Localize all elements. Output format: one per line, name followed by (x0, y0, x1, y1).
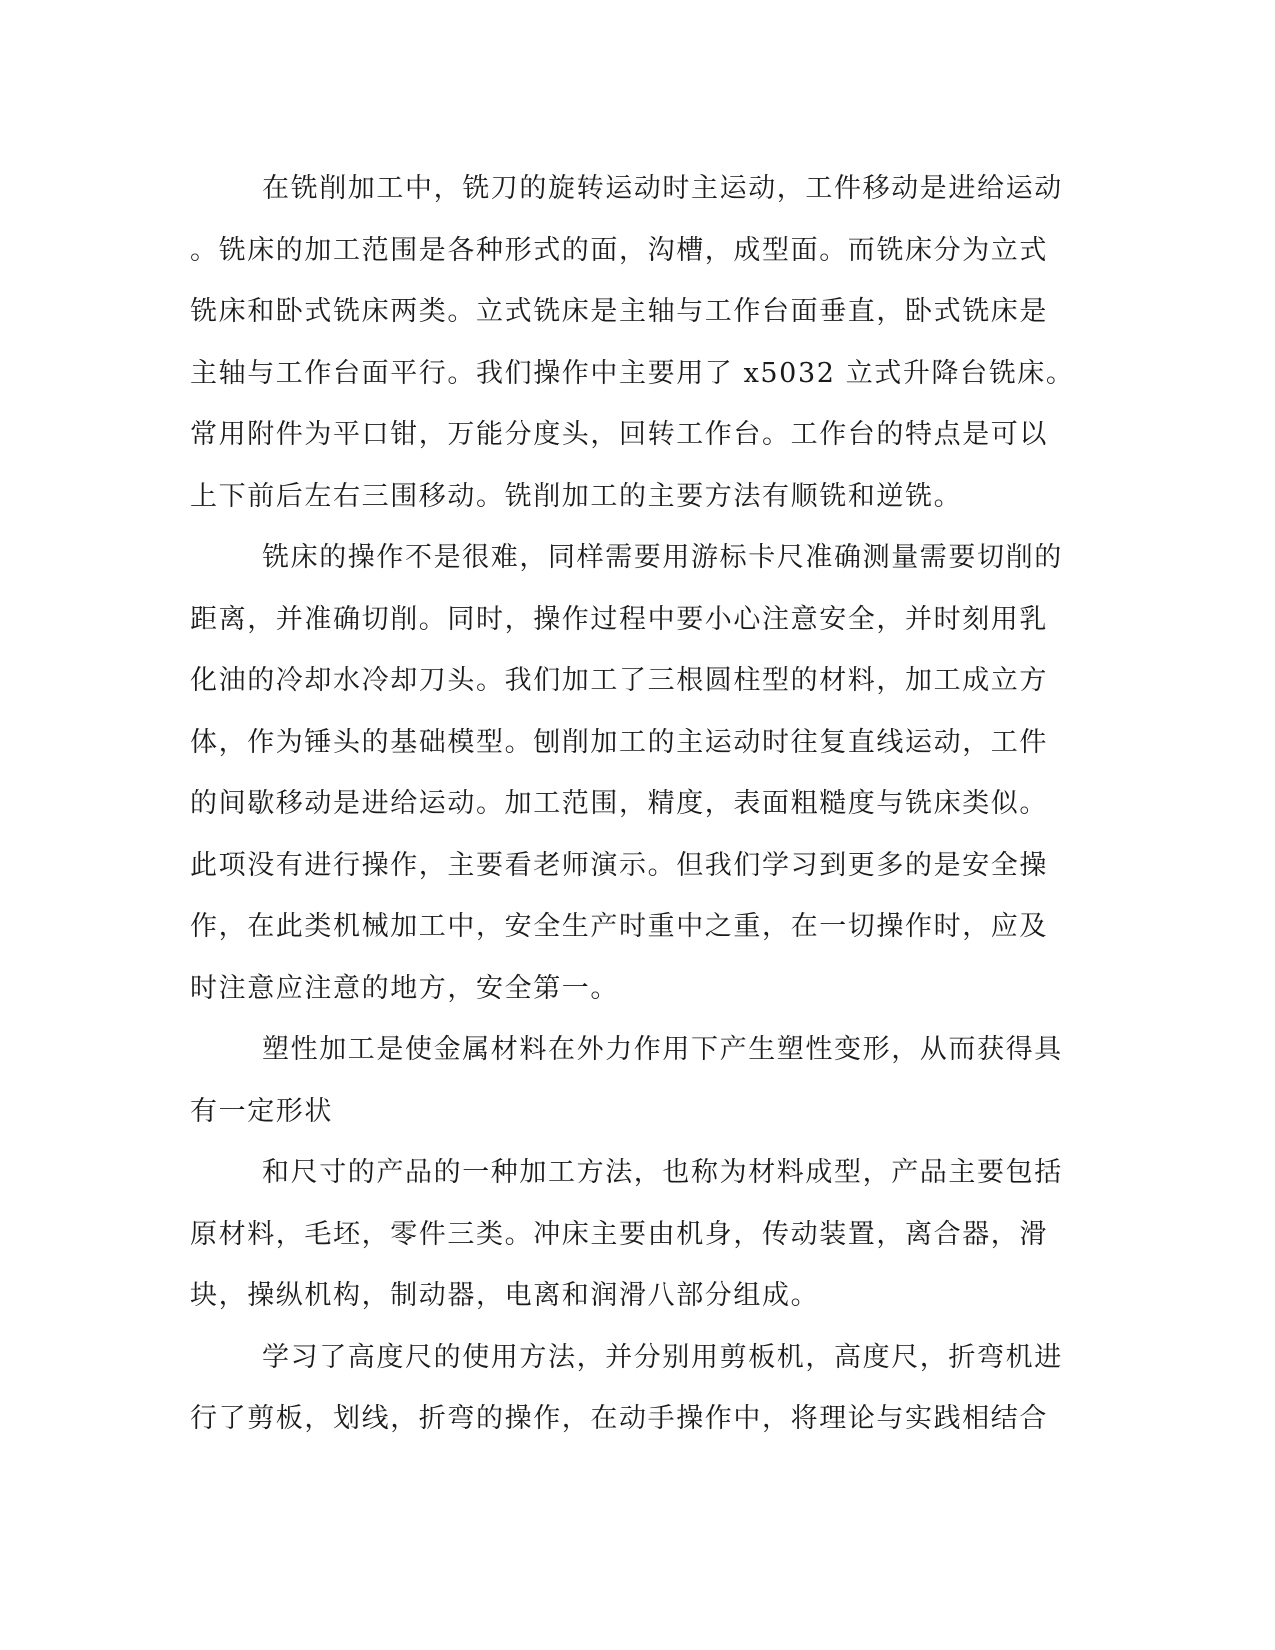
text-line: 在铣削加工中，铣刀的旋转运动时主运动，工件移动是进给运动 (262, 173, 1063, 204)
text-line: 化油的冷却水冷却刀头。我们加工了三根圆柱型的材料，加工成立方 (190, 665, 1048, 696)
text-line: 铣床和卧式铣床两类。立式铣床是主轴与工作台面垂直，卧式铣床是 (190, 296, 1048, 327)
text-line: 塑性加工是使金属材料在外力作用下产生塑性变形，从而获得具 (262, 1034, 1063, 1065)
text-line: 此项没有进行操作，主要看老师演示。但我们学习到更多的是安全操 (190, 849, 1048, 881)
text-line: 有一定形状 (190, 1095, 333, 1127)
text-line: 时注意应注意的地方，安全第一。 (190, 972, 619, 1004)
body-text (190, 158, 1075, 1450)
text-line: 主轴与工作台面平行。我们操作中主要用了 x5032 立式升降台铣床。 (190, 357, 1075, 389)
text-line: 体，作为锤头的基础模型。刨削加工的主运动时往复直线运动，工件 (190, 726, 1048, 758)
text-line: 行了剪板，划线，折弯的操作，在动手操作中，将理论与实践相结合 (190, 1403, 1048, 1434)
text-line: 的间歇移动是进给运动。加工范围，精度，表面粗糙度与铣床类似。 (190, 788, 1048, 819)
text-line: 上下前后左右三围移动。铣削加工的主要方法有顺铣和逆铣。 (190, 480, 963, 512)
text-line: 块，操纵机构，制动器，电离和润滑八部分组成。 (190, 1280, 820, 1311)
text-line: 铣床的操作不是很难，同样需要用游标卡尺准确测量需要切削的 (262, 542, 1063, 573)
text-line: 原材料，毛坯，零件三类。冲床主要由机身，传动装置，离合器，滑 (190, 1218, 1048, 1250)
text-line: 距离，并准确切削。同时，操作过程中要小心注意安全，并时刻用乳 (190, 603, 1048, 635)
text-line: 学习了高度尺的使用方法，并分别用剪板机，高度尺，折弯机进 (262, 1341, 1063, 1373)
text-line: 。铣床的加工范围是各种形式的面，沟槽，成型面。而铣床分为立式 (190, 234, 1048, 266)
text-line: 常用附件为平口钳，万能分度头，回转工作台。工作台的特点是可以 (190, 419, 1048, 450)
text-line: 作，在此类机械加工中，安全生产时重中之重，在一切操作时，应及 (190, 911, 1048, 942)
text-line: 和尺寸的产品的一种加工方法，也称为材料成型，产品主要包括 (262, 1157, 1063, 1188)
